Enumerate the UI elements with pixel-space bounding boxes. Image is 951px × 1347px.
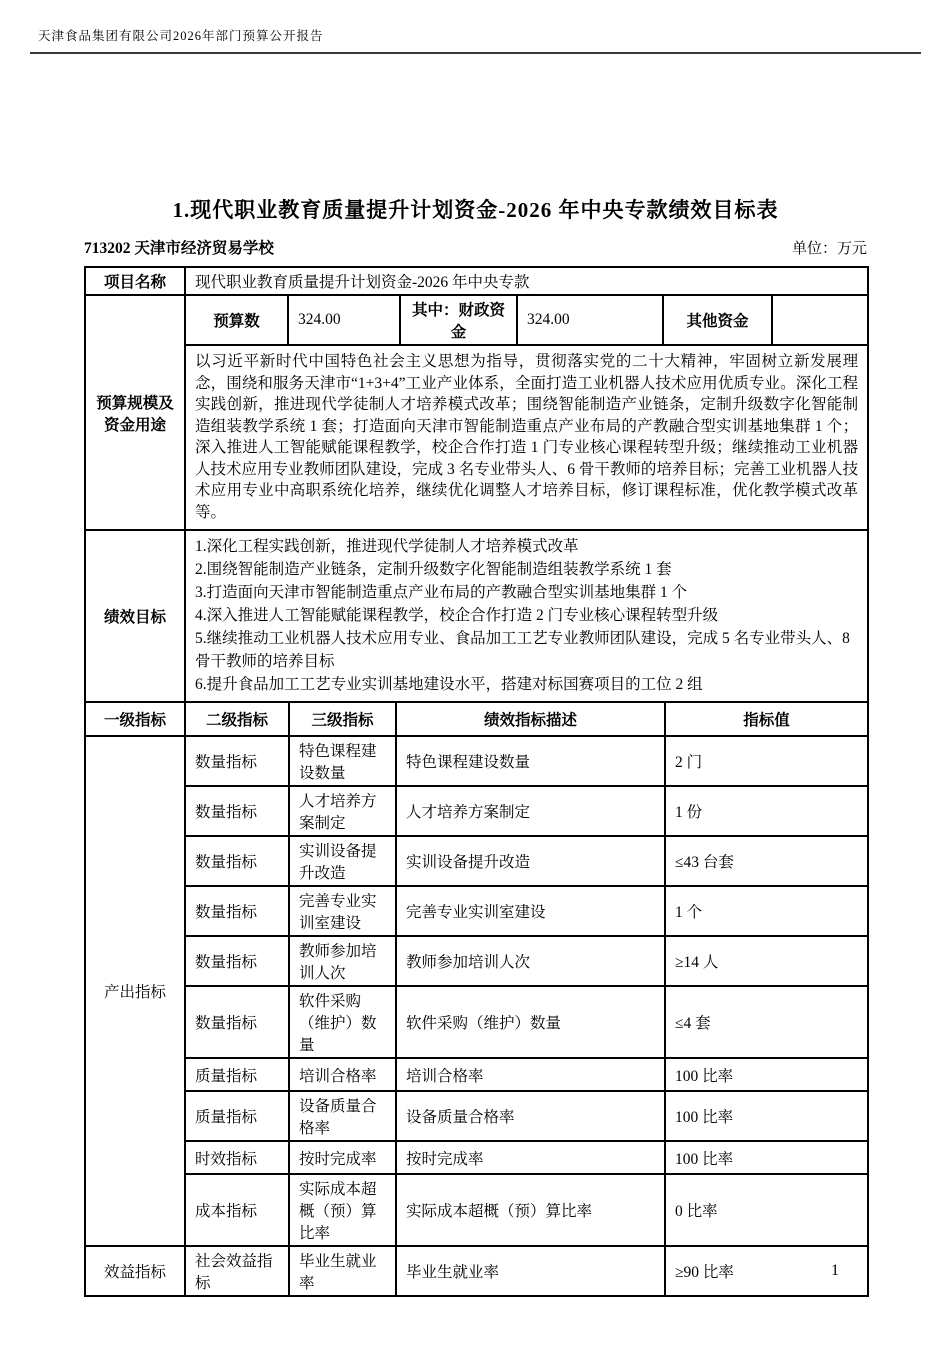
indicator-level3: 人才培养方案制定 — [289, 786, 396, 836]
header-level2: 二级指标 — [185, 702, 289, 736]
level1-output-label: 产出指标 — [85, 736, 185, 1246]
indicator-value: ≤43 台套 — [665, 836, 868, 886]
indicators-header-row — [85, 702, 868, 736]
indicator-description: 培训合格率 — [396, 1058, 665, 1091]
indicator-value: 100 比率 — [665, 1091, 868, 1141]
indicator-row — [85, 1174, 868, 1246]
indicator-level2: 社会效益指标 — [185, 1246, 289, 1296]
indicator-level3: 实际成本超概（预）算比率 — [289, 1174, 396, 1246]
goal-item: 3.打造面向天津市智能制造重点产业布局的产教融合型实训基地集群 1 个 — [195, 584, 688, 601]
page-number: 1 — [831, 1262, 839, 1279]
indicator-row — [85, 1246, 868, 1296]
budget-other-value — [772, 295, 868, 345]
project-name-row — [85, 267, 868, 295]
goal-item: 6.提升食品加工工艺专业实训基地建设水平，搭建对标国赛项目的工位 2 组 — [195, 676, 703, 693]
budget-fiscal-value: 324.00 — [517, 295, 663, 345]
indicator-level3: 设备质量合格率 — [289, 1091, 396, 1141]
indicator-row — [85, 986, 868, 1058]
page-title: 1.现代职业教育质量提升计划资金-2026 年中央专款绩效目标表 — [172, 198, 779, 222]
indicator-value: 1 个 — [665, 886, 868, 936]
performance-goals-list — [185, 530, 868, 702]
indicator-description: 教师参加培训人次 — [396, 936, 665, 986]
indicator-level3: 培训合格率 — [289, 1058, 396, 1091]
header-value: 指标值 — [665, 702, 868, 736]
indicator-description: 按时完成率 — [396, 1141, 665, 1174]
indicator-level2: 质量指标 — [185, 1058, 289, 1091]
indicator-value: ≤4 套 — [665, 986, 868, 1058]
performance-goals-row — [85, 530, 868, 702]
budget-description-row — [85, 345, 868, 530]
indicator-description: 软件采购（维护）数量 — [396, 986, 665, 1058]
indicator-description: 完善专业实训室建设 — [396, 886, 665, 936]
indicator-level3: 按时完成率 — [289, 1141, 396, 1174]
indicator-value: 100 比率 — [665, 1141, 868, 1174]
indicator-level3: 教师参加培训人次 — [289, 936, 396, 986]
indicator-level2: 数量指标 — [185, 736, 289, 786]
indicator-row — [85, 886, 868, 936]
indicators-table — [84, 701, 869, 1297]
indicator-level2: 质量指标 — [185, 1091, 289, 1141]
budget-fiscal-label: 其中：财政资金 — [400, 295, 517, 345]
indicator-level3: 实训设备提升改造 — [289, 836, 396, 886]
school-code-name: 713202 天津市经济贸易学校 — [84, 240, 274, 257]
budget-total-label: 预算数 — [185, 295, 288, 345]
budget-description: 以习近平新时代中国特色社会主义思想为指导，贯彻落实党的二十大精神，牢固树立新发展理念，围绕和服务天津市“1+3+4”工业产业体系，全面打造工业机器人技术应用优质专业。深化工程实践创新，推进现代学徒制人才培养模式改革；围绕智能制造产业链条，定制升级数字化智能制造组装教学系统 1 套；打造面向天津市智能制造重点产业布局的产教融合型实训基地集群 1 个；深入推进人工智能赋能课程教学，校企合作打造 1 门专业核心课程转型升级；继续推动工业机器人技术应用专业教师团队建设，完成 3 名专业带头人、6 骨干教师的培养目标；完善工业机器人技术应用专业中高职系统化培养，继续优化调整人才培养目标，修订课程标准，优化教学模式改革等。 — [185, 345, 868, 530]
budget-row — [85, 295, 868, 345]
table-subline — [84, 236, 867, 258]
indicator-description: 实际成本超概（预）算比率 — [396, 1174, 665, 1246]
indicator-level3: 毕业生就业率 — [289, 1246, 396, 1296]
goal-item: 1.深化工程实践创新，推进现代学徒制人才培养模式改革 — [195, 538, 579, 555]
indicator-description: 毕业生就业率 — [396, 1246, 665, 1296]
indicator-row — [85, 736, 868, 786]
indicator-row — [85, 1141, 868, 1174]
indicator-value: 0 比率 — [665, 1174, 868, 1246]
indicator-description: 设备质量合格率 — [396, 1091, 665, 1141]
indicator-level2: 数量指标 — [185, 936, 289, 986]
header-level3: 三级指标 — [289, 702, 396, 736]
indicator-level3: 特色课程建设数量 — [289, 736, 396, 786]
indicator-value: ≥90 比率 — [665, 1246, 868, 1296]
indicator-row — [85, 786, 868, 836]
header-level1: 一级指标 — [85, 702, 185, 736]
document-header — [30, 0, 921, 54]
indicator-level3: 完善专业实训室建设 — [289, 886, 396, 936]
budget-section-label: 预算规模及资金用途 — [85, 295, 185, 530]
indicator-level2: 成本指标 — [185, 1174, 289, 1246]
level1-benefit-label: 效益指标 — [85, 1246, 185, 1296]
indicator-value: 100 比率 — [665, 1058, 868, 1091]
header-description: 绩效指标描述 — [396, 702, 665, 736]
project-name-label: 项目名称 — [85, 267, 185, 295]
goal-item: 4.深入推进人工智能赋能课程教学，校企合作打造 2 门专业核心课程转型升级 — [195, 607, 719, 624]
indicator-level2: 时效指标 — [185, 1141, 289, 1174]
indicator-level2: 数量指标 — [185, 836, 289, 886]
performance-goals-label: 绩效目标 — [85, 530, 185, 702]
project-name-value: 现代职业教育质量提升计划资金-2026 年中央专款 — [185, 267, 868, 295]
indicator-description: 实训设备提升改造 — [396, 836, 665, 886]
goal-item: 5.继续推动工业机器人技术应用专业、食品加工工艺专业教师团队建设，完成 5 名专业带头人、8 骨干教师的培养目标 — [195, 630, 850, 670]
indicator-row — [85, 1091, 868, 1141]
indicator-level2: 数量指标 — [185, 886, 289, 936]
indicator-level3: 软件采购（维护）数量 — [289, 986, 396, 1058]
budget-total-value: 324.00 — [288, 295, 400, 345]
indicator-row — [85, 1058, 868, 1091]
indicator-level2: 数量指标 — [185, 986, 289, 1058]
indicator-description: 人才培养方案制定 — [396, 786, 665, 836]
unit-label: 单位：万元 — [791, 241, 867, 257]
indicator-value: 2 门 — [665, 736, 868, 786]
project-summary-table — [84, 266, 869, 703]
goal-item: 2.围绕智能制造产业链条，定制升级数字化智能制造组装教学系统 1 套 — [195, 561, 672, 578]
budget-other-label: 其他资金 — [663, 295, 772, 345]
indicator-row — [85, 936, 868, 986]
document-header-text: 天津食品集团有限公司2026年部门预算公开报告 — [38, 29, 324, 43]
indicator-value: 1 份 — [665, 786, 868, 836]
indicator-row — [85, 836, 868, 886]
indicator-level2: 数量指标 — [185, 786, 289, 836]
indicator-description: 特色课程建设数量 — [396, 736, 665, 786]
indicator-value: ≥14 人 — [665, 936, 868, 986]
